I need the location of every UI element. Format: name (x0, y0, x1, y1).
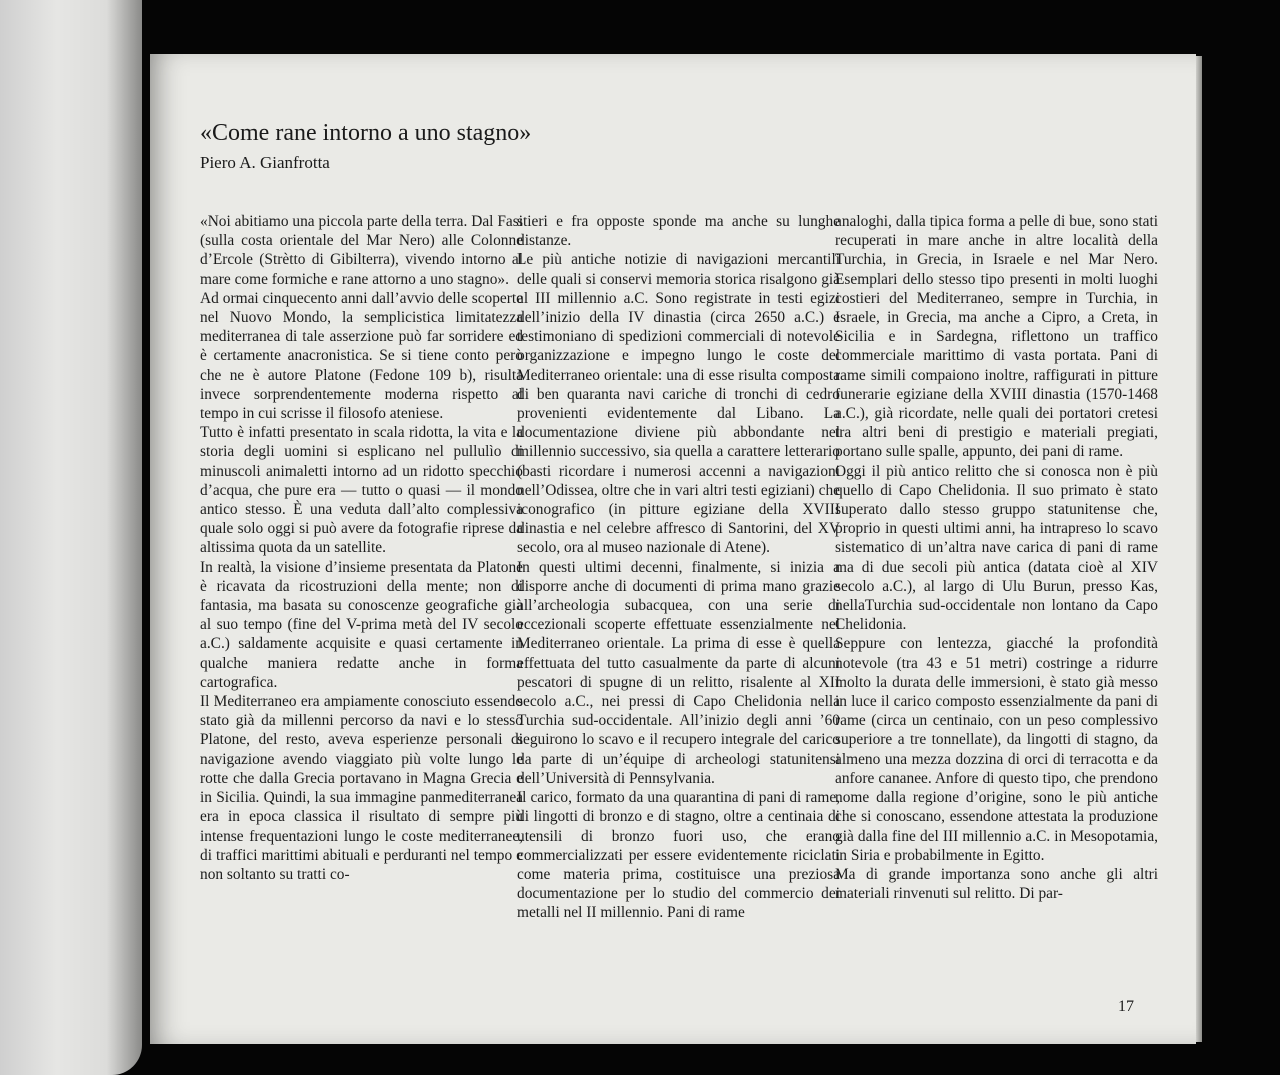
paragraph: In questi ultimi decenni, finalmente, si inizia a disporre anche di documenti di prima mano grazie all’archeologia subacquea, con una serie di eccezionali scoperte effettuate essenzialmente nel Mediterraneo orientale. La prima di esse è quella effettuata del tutto casualmente da parte di alcuni pescatori di spugne di un relitto, risalente al XII secolo a.C., nei pressi di Capo Chelidonia nella Turchia sud-occidentale. All’inizio degli anni ’60 seguirono lo scavo e il recupero integrale del carico da parte di un’équipe di archeologi statunitensi dell’Università di Pennsylvania. (517, 558, 840, 787)
paragraph: Tutto è infatti presentato in scala ridotta, la vita e la storia degli uomini si esplicano nel pullulìo di minuscoli animaletti intorno ad un ridotto specchio d’acqua, che pure era — tutto o quasi — il mondo antico stesso. È una veduta dall’alto complessiva quale solo oggi si può avere da fotografie riprese da altissima quota da un satellite. (200, 424, 523, 557)
paragraph: analoghi, dalla tipica forma a pelle di bue, sono stati recuperati in mare anche in altre località della Turchia, in Grecia, in Israele e nel Mar Nero. Esemplari dello stesso tipo presenti in molti luoghi costieri del Mediterraneo, sempre in Turchia, in Israele, in Grecia, ma anche a Cipro, a Creta, in Sicilia e in Sardegna, riflettono un traffico commerciale marittimo di vasta portata. Pani di rame simili compaiono inoltre, raffigurati in pitture funerarie egiziane della XVIII dinastia (1570-1468 a.C.), già ricordate, nelle quali dei portatori cretesi tra altri beni di prestigio e materiali pregiati, portano sulle spalle, appunto, dei pani di rame. (835, 213, 1158, 461)
text-column-1 (200, 212, 523, 992)
facing-page-edge (0, 0, 142, 1075)
page-number: 17 (1118, 998, 1134, 1015)
article-title: «Come rane intorno a uno stagno» (200, 120, 532, 146)
paragraph: Il Mediterraneo era ampiamente conosciuto essendo stato già da millenni percorso da navi e lo stesso Platone, del resto, aveva esperienze personali di navigazione avendo viaggiato più volte lungo le rotte che dalla Grecia portavano in Magna Grecia e in Sicilia. Quindi, la sua immagine panmediterranea era in epoca classica il risultato di sempre più intense frequentazioni lungo le coste mediterranee, di traffici marittimi abituali e perduranti nel tempo e non soltanto su tratti co- (200, 693, 523, 883)
paragraph: Il carico, formato da una quarantina di pani di rame, di lingotti di bronzo e di stagno, oltre a centinaia di utensili di bronzo fuori uso, che erano commercializzati per essere evidentemente riciclati come materia prima, costituisce una preziosa documentazione per lo studio del commercio dei metalli nel II millennio. Pani di rame (517, 789, 840, 922)
paragraph: «Noi abitiamo una piccola parte della terra. Dal Fasi (sulla costa orientale del Mar Nero) alle Colonne d’Ercole (Strètto di Gibilterra), vivendo intorno al mare come formiche e rane attorno a uno stagno». (200, 213, 523, 288)
text-column-3 (835, 212, 1158, 992)
page-stack-edge (1196, 56, 1202, 1042)
paragraph: Ad ormai cinquecento anni dall’avvio delle scoperte nel Nuovo Mondo, la semplicistica limitatezza mediterranea di tale asserzione può far sorridere ed è certamente anacronistica. Se si tiene conto però che ne è autore Platone (Fedone 109 b), risulta invece sorprendentemente moderna rispetto al tempo in cui scrisse il filosofo ateniese. (200, 289, 523, 423)
paragraph: Oggi il più antico relitto che si conosca non è più quello di Capo Chelidonia. Il suo primato è stato superato dallo stesso gruppo statunitense che, proprio in questi ultimi anni, ha intrapreso lo scavo sistematico di un’altra nave carica di pani di rame ma di due secoli più antica (datata cioè al XIV secolo a.C.), al largo di Ulu Burun, presso Kas, nellaTurchia sud-occidentale non lontano da Capo Chelidonia. (835, 462, 1158, 634)
paragraph: stieri e fra opposte sponde ma anche su lunghe distanze. (517, 213, 840, 250)
paragraph: Ma di grande importanza sono anche gli altri materiali rinvenuti sul relitto. Di par- (835, 865, 1158, 903)
paragraph: Le più antiche notizie di navigazioni mercantili delle quali si conservi memoria storica risalgono già al III millennio a.C. Sono registrate in testi egizi dell’inizio della IV dinastia (circa 2650 a.C.) e testimoniano di spedizioni commerciali di notevole organizzazione e impegno lungo le coste del Mediterraneo orientale: una di esse risulta composta di ben quaranta navi cariche di tronchi di cedro provenienti evidentemente dal Libano. La documentazione diviene più abbondante nel millennio successivo, sia quella a carattere letterario (basti ricordare i numerosi accenni a navigazioni nell’Odissea, oltre che in vari altri testi egiziani) che iconografico (in pitture egiziane della XVIII dinastia e nel celebre affresco di Santorini, del XV secolo, ora al museo nazionale di Atene). (517, 251, 840, 557)
text-column-2 (517, 212, 840, 992)
paragraph: In realtà, la visione d’insieme presentata da Platone è ricavata da ricostruzioni della mente; non di fantasia, ma basata su conoscenze geografiche già al suo tempo (fine del V-prima metà del IV secolo a.C.) saldamente acquisite e quasi certamente in qualche maniera redatte anche in forma cartografica. (200, 558, 523, 691)
book-page (150, 54, 1196, 1044)
paragraph: Seppure con lentezza, giacché la profondità notevole (tra 43 e 51 metri) costringe a ridurre molto la durata delle immersioni, è stato già messo in luce il carico composto essenzialmente da pani di rame (circa un centinaio, con un peso complessivo superiore a tre tonnellate), da lingotti di stagno, da almeno una mezza dozzina di orci di terracotta e da anfore cananee. Anfore di questo tipo, che prendono nome dalla regione d’origine, sono le più antiche che si conoscano, essendone attestata la produzione già dalla fine del III millennio a.C. in Mesopotamia, in Siria e probabilmente in Egitto. (835, 635, 1158, 864)
article-author: Piero A. Gianfrotta (200, 153, 330, 172)
